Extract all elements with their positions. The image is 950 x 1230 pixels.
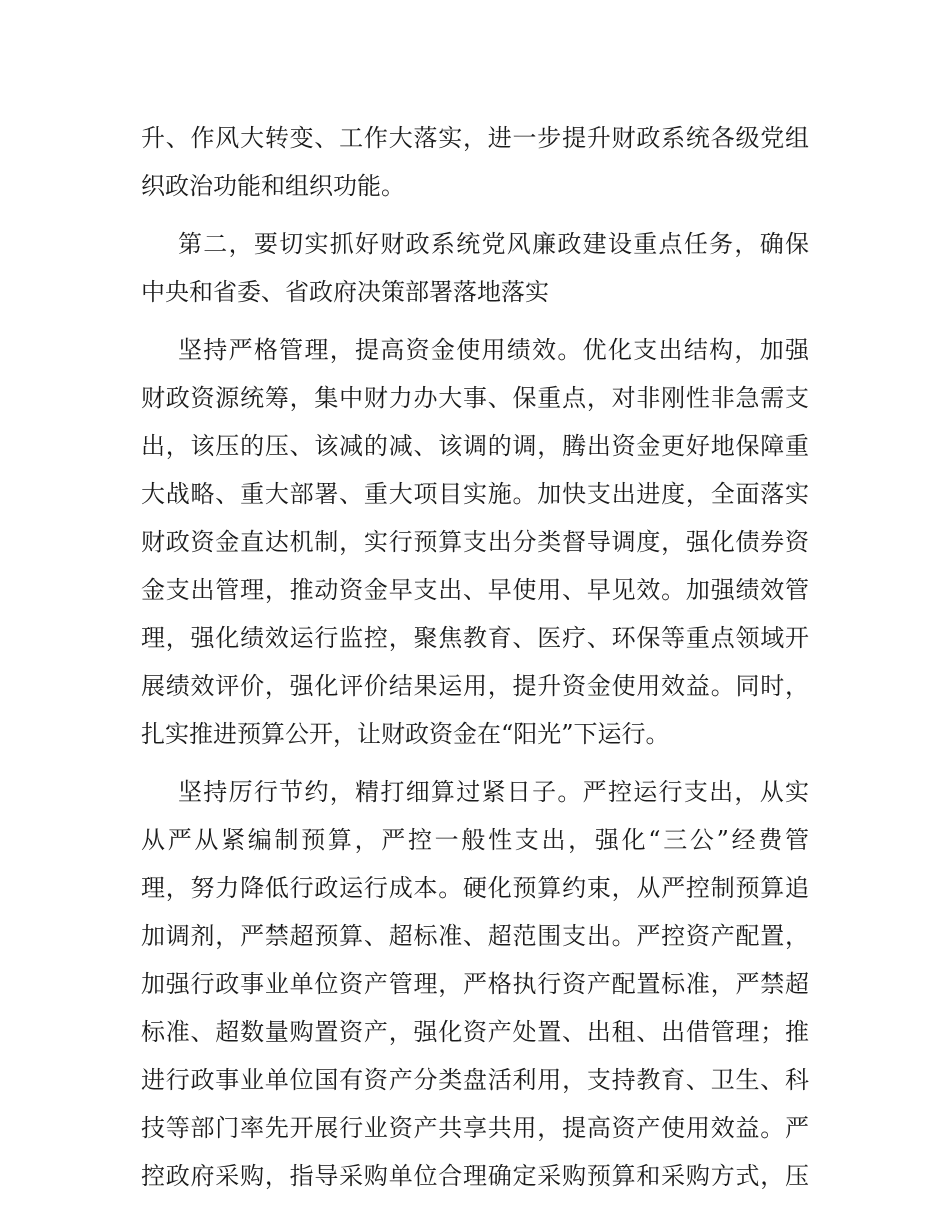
text-line: 坚持严格管理，提高资金使用绩效。优化支出结构，加强 (178, 336, 809, 364)
text-line: 扎实推进预算公开，让财政资金在“阳光”下运行。 (141, 720, 670, 748)
text-line: 坚持厉行节约，精打细算过紧日子。严控运行支出，从实 (178, 778, 809, 806)
text-line: 大战略、重大部署、重大项目实施。加快支出进度，全面落实 (141, 480, 809, 508)
text-line: 织政治功能和组织功能。 (141, 172, 405, 200)
paragraph-continuation (141, 114, 809, 210)
text-line: 进行政事业单位国有资产分类盘活利用，支持教育、卫生、科 (141, 1066, 809, 1094)
paragraph-strict-management (141, 326, 809, 758)
paragraph-frugality (141, 768, 809, 1200)
document-body (141, 114, 809, 1210)
text-line: 加调剂，严禁超预算、超标准、超范围支出。严控资产配置， (141, 922, 809, 950)
text-line: 中央和省委、省政府决策部署落地落实 (141, 278, 549, 306)
text-line: 标准、超数量购置资产，强化资产处置、出租、出借管理；推 (141, 1018, 809, 1046)
text-line: 从严从紧编制预算，严控一般性支出，强化“三公”经费管 (141, 826, 809, 854)
paragraph-heading-second (141, 220, 809, 316)
text-line: 财政资源统筹，集中财力办大事、保重点，对非刚性非急需支 (141, 384, 809, 412)
text-line: 理，努力降低行政运行成本。硬化预算约束，从严控制预算追 (141, 874, 809, 902)
text-line: 出，该压的压、该减的减、该调的调，腾出资金更好地保障重 (141, 432, 809, 460)
text-line: 金支出管理，推动资金早支出、早使用、早见效。加强绩效管 (141, 576, 809, 604)
text-line: 理，强化绩效运行监控，聚焦教育、医疗、环保等重点领域开 (141, 624, 809, 652)
text-line: 财政资金直达机制，实行预算支出分类督导调度，强化债券资 (141, 528, 809, 556)
text-line: 第二，要切实抓好财政系统党风廉政建设重点任务，确保 (178, 230, 809, 258)
text-line: 控政府采购，指导采购单位合理确定采购预算和采购方式，压 (141, 1162, 809, 1190)
text-line: 加强行政事业单位资产管理，严格执行资产配置标准，严禁超 (141, 970, 809, 998)
text-line: 升、作风大转变、工作大落实，进一步提升财政系统各级党组 (141, 124, 809, 152)
text-line: 展绩效评价，强化评价结果运用，提升资金使用效益。同时， (141, 672, 809, 700)
text-line: 技等部门率先开展行业资产共享共用，提高资产使用效益。严 (141, 1114, 809, 1142)
